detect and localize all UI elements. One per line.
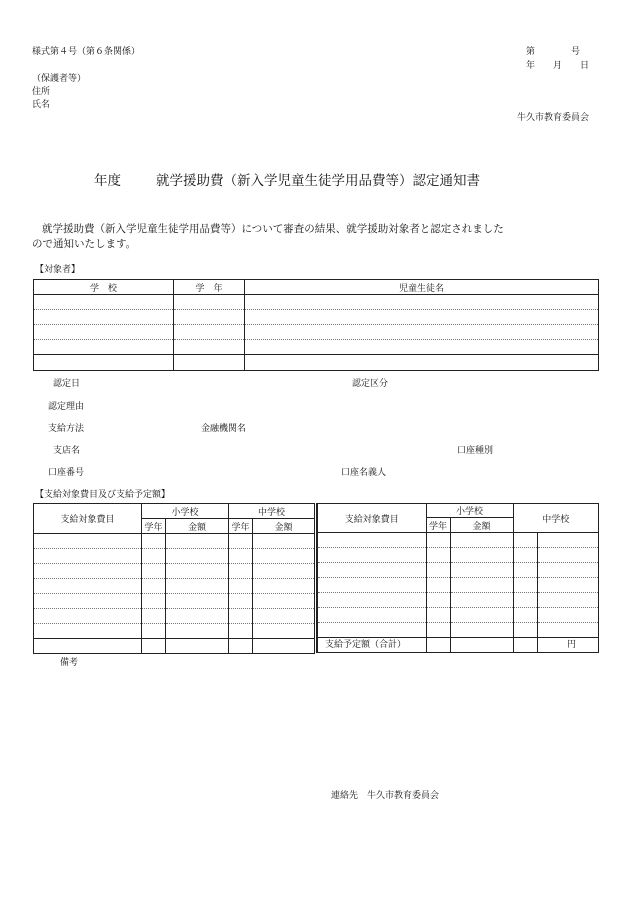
account-type-label: 口座種別 <box>457 446 494 456</box>
target-table <box>33 279 599 371</box>
junior-high-header-left: 中学校 <box>229 504 315 519</box>
account-holder-label: 口座名義人 <box>341 468 387 478</box>
table-row <box>317 548 599 563</box>
page-title: 就学援助費（新入学児童生徒学用品費等）認定通知書 <box>156 173 480 189</box>
elementary-header-left: 小学校 <box>142 504 229 519</box>
table-row <box>317 623 599 638</box>
table-row <box>34 310 599 325</box>
grade-header: 学年 <box>229 519 253 534</box>
issuer: 牛久市教育委員会 <box>517 113 590 123</box>
table-row <box>317 608 599 623</box>
guardian-label: （保護者等） <box>32 74 87 84</box>
date-label: 年 月 日 <box>526 61 590 71</box>
col-header-student-name: 児童生徒名 <box>245 280 599 295</box>
form-number: 様式第４号（第６条関係） <box>32 47 141 57</box>
bank-name-label: 金融機関名 <box>201 424 247 434</box>
table-row <box>34 325 599 340</box>
contact: 連絡先 牛久市教育委員会 <box>331 791 440 801</box>
name-label: 氏名 <box>32 100 51 110</box>
item-header-right: 支給対象費目 <box>317 504 426 533</box>
target-section-heading: 【対象者】 <box>35 265 81 275</box>
yen-unit: 円 <box>567 640 577 650</box>
table-row <box>34 609 315 624</box>
table-row <box>317 533 599 548</box>
col-header-school: 学 校 <box>34 280 174 295</box>
remarks-label: 備考 <box>60 658 79 668</box>
table-row <box>34 594 315 609</box>
table-row <box>34 624 315 639</box>
approval-reason-label: 認定理由 <box>48 402 85 412</box>
junior-high-header-right: 中学校 <box>513 504 598 533</box>
table-row <box>34 295 599 310</box>
document-number-label: 第 号 <box>526 47 581 57</box>
table-row <box>317 578 599 593</box>
payment-table-right <box>316 503 599 653</box>
table-row <box>317 563 599 578</box>
title-year: 年度 <box>94 173 121 189</box>
grade-header: 学年 <box>142 519 166 534</box>
table-row <box>317 593 599 608</box>
payment-section-heading: 【支給対象費目及び支給予定額】 <box>35 490 171 500</box>
body-line-2: ので通知いたします。 <box>32 238 137 250</box>
total-label: 支給予定額（合計） <box>325 640 407 650</box>
approval-category-label: 認定区分 <box>352 379 389 389</box>
payment-table-left <box>33 503 315 654</box>
elementary-header-right: 小学校 <box>426 504 513 518</box>
payment-method-label: 支給方法 <box>48 424 85 434</box>
table-row <box>34 564 315 579</box>
item-header-left: 支給対象費目 <box>34 504 142 534</box>
body-line-1: 就学援助費（新入学児童生徒学用品費等）について審査の結果、就学援助対象者と認定されました <box>42 223 504 235</box>
table-row <box>34 340 599 355</box>
approval-date-label: 認定日 <box>53 379 81 389</box>
table-row <box>34 355 599 371</box>
table-row <box>34 639 315 654</box>
grade-header: 学年 <box>426 518 450 533</box>
branch-name-label: 支店名 <box>53 446 81 456</box>
col-header-grade: 学 年 <box>174 280 245 295</box>
table-row <box>34 549 315 564</box>
amount-header: 金額 <box>166 519 229 534</box>
table-row <box>34 534 315 549</box>
table-row <box>34 579 315 594</box>
amount-header: 金額 <box>450 518 513 533</box>
account-number-label: 口座番号 <box>48 468 85 478</box>
address-label: 住所 <box>32 87 51 97</box>
amount-header: 金額 <box>253 519 315 534</box>
